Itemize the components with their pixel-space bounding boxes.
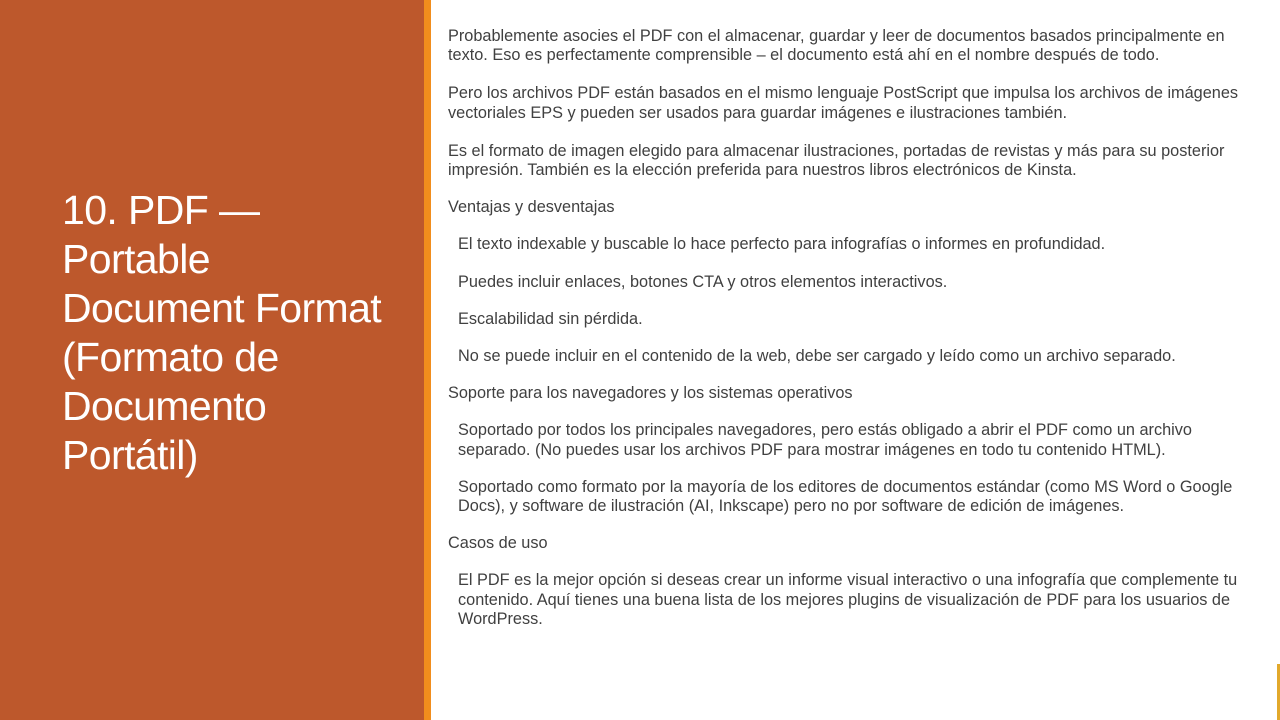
pros-cons-item: El texto indexable y buscable lo hace perfecto para infografías o informes en profundidad. bbox=[458, 235, 1106, 254]
intro-paragraph-2: Pero los archivos PDF están basados en el mismo lenguaje PostScript que impulsa los archivos de imágenes vectoriales EPS y pueden ser usados para guardar imágenes e ilustraciones también. bbox=[448, 84, 1239, 122]
pros-cons-item: No se puede incluir en el contenido de la web, debe ser cargado y leído como un archivo separado. bbox=[458, 347, 1176, 366]
support-item: Soportado como formato por la mayoría de los editores de documentos estándar (como MS Word o Google Docs), y software de ilustración (AI, Inkscape) pero no por software de edición de imágenes. bbox=[458, 477, 1233, 516]
slide-title: 10. PDF — Portable Document Format (Formato de Documento Portátil) bbox=[62, 187, 382, 478]
pros-cons-item: Puedes incluir enlaces, botones CTA y otros elementos interactivos. bbox=[458, 272, 948, 291]
intro-paragraph-1: Probablemente asocies el PDF con el almacenar, guardar y leer de documentos basados principalmente en texto. Eso es perfectamente comprensible – el documento está ahí en el nombre después de todo. bbox=[448, 27, 1225, 65]
section-heading-pros-cons: Ventajas y desventajas bbox=[448, 198, 615, 217]
accent-divider bbox=[424, 0, 431, 720]
slide-body bbox=[448, 27, 1266, 629]
intro-paragraph-3: Es el formato de imagen elegido para almacenar ilustraciones, portadas de revistas y más para su posterior impresión. También es la elección preferida para nuestros libros electrónicos de Kinsta. bbox=[448, 141, 1225, 180]
pros-cons-item: Escalabilidad sin pérdida. bbox=[458, 309, 643, 328]
support-item: Soportado por todos los principales navegadores, pero estás obligado a abrir el PDF como un archivo separado. (No puedes usar los archivos PDF para mostrar imágenes en todo tu contenido HTML). bbox=[458, 421, 1192, 459]
section-heading-use-cases: Casos de uso bbox=[448, 534, 548, 553]
title-panel bbox=[0, 0, 424, 720]
use-case-item: El PDF es la mejor opción si deseas crear un informe visual interactivo o una infografía que complemente tu contenido. Aquí tienes una buena lista de los mejores plugins de visualización de PDF para los usuarios de WordPress. bbox=[458, 571, 1238, 628]
section-heading-support: Soporte para los navegadores y los sistemas operativos bbox=[448, 384, 853, 403]
